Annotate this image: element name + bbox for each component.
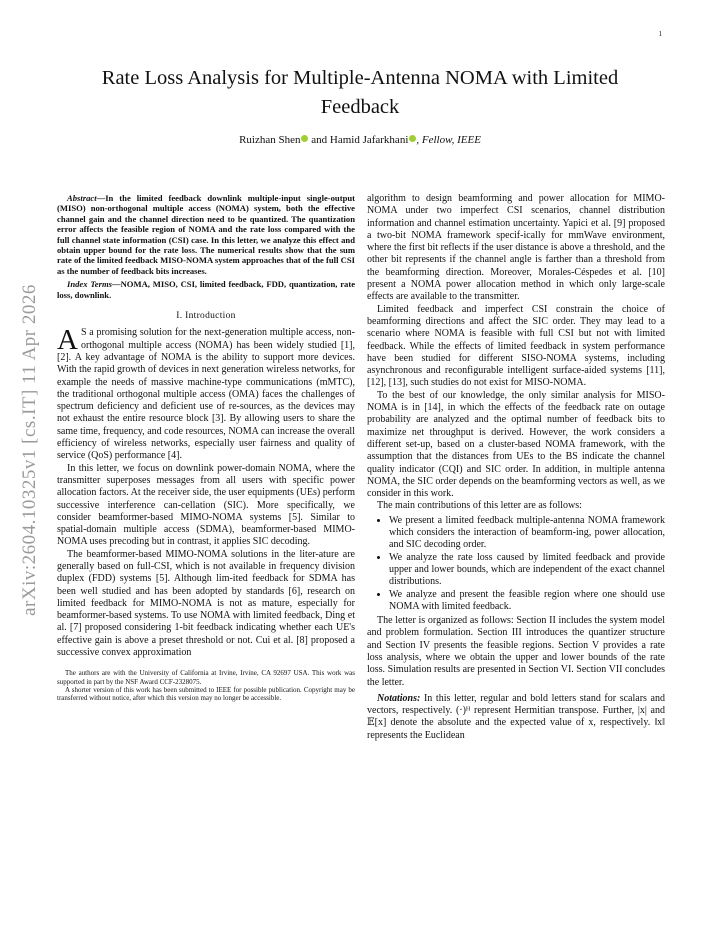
author-name: Ruizhan Shen bbox=[239, 134, 301, 146]
author-title: , Fellow, IEEE bbox=[416, 134, 481, 146]
drop-cap: A bbox=[57, 324, 78, 357]
notations-label: Notations: bbox=[377, 692, 421, 704]
author-name: Hamid Jafarkhani bbox=[329, 134, 409, 146]
paragraph: In this letter, we focus on downlink power-domain NOMA, where the transmitter superposes messages from all users with specific power allocation factors. At the receiver side, the user equipments (UEs) perform successive interference can-cellation (SIC). More specifically, we consider beamformer-based MIMO-NOMA systems [5]. Similar to spatial-domain multiple access (SDMA), beamformer-based MIMO-NOMA uses precoding but in contrast, it applies SIC decoding. bbox=[57, 462, 355, 548]
arxiv-identifier: arXiv:2604.10325v1 [cs.IT] 11 Apr 2026 bbox=[19, 284, 40, 616]
footnote-copyright: A shorter version of this work has been submitted to IEEE for possible publication. Copyright may be transferred without notice, after which this version may no longer be accessible. bbox=[57, 685, 355, 703]
paragraph: algorithm to design beamforming and power allocation for MIMO-NOMA under two imperfect CSI scenarios, channel distribution information and channel estimation uncertainty. Yapici et al. [9] proposed a two-bit NOMA framework specif-ically for mmWave environment, where the first bit reflects if the user distance is above a threshold, and the other bit represents if the channel angle is farther than a threshold from the beamforming direction. Moreover, Morales-Céspedes et al. [10] present a NOMA power allocation method in which only large-scale effects are available to the transmitter. bbox=[367, 193, 665, 303]
paragraph: To the best of our knowledge, the only similar analysis for MISO-NOMA is in [14], in which the effects of the feedback rate on outage probability are analyzed and the optimal number of feedback bits to maximize net throughput is derived. However, the work considers a different set-up, based on a cluster-based NOMA framework, with the assumption that the distances from UEs to the BS indicate the channel quality indicator (CQI) and SIC order. In addition, in multiple antenna NOMA, the SIC order depends on the beamforming vectors as well, as we consider in this work. bbox=[367, 389, 665, 500]
notations-paragraph bbox=[367, 693, 665, 742]
paragraph: The letter is organized as follows: Section II includes the system model and problem formulation. Section III introduces the quantizer structure and Section IV presents the feasible regions. Section V provides a rate loss analysis, where we obtain the upper and lower bounds of the rate loss. Simulation results are presented in Section VI. Section VII concludes the letter. bbox=[367, 615, 665, 688]
abstract bbox=[57, 193, 355, 276]
footnote-affiliation: The authors are with the University of California at Irvine, Irvine, CA 92697 USA. This work was supported in part by the NSF Award CCF-2328075. bbox=[57, 669, 355, 686]
index-terms bbox=[57, 279, 355, 300]
page-number: 1 bbox=[658, 30, 662, 38]
paragraph: The beamformer-based MIMO-NOMA solutions in the liter-ature are generally based on full-CSI, which is not available in frequency division duplex (FDD) systems [5]. Although lim-ited feedback for SDMA has been well studied and has been adopted by standards [6], research on limited feedback for MIMO-NOMA is not as mature, especially for beamformer-based systems. To use NOMA with limited feedback, Ding et al. [7] proposed considering 1-bit feedback indicating whether each UE's effective gain is above a preset threshold or not. Cui et al. [8] proposed a successive convex approximation bbox=[57, 548, 355, 659]
paragraph-text: S a promising solution for the next-generation multiple access, non-orthogonal multiple access (NOMA) has been widely studied [1], [2]. A key advantage of NOMA is the ability to support more devices. With the rapid growth of devices in next generation wireless networks, for example the needs of massive machine-type communications (mMTC), the traditional orthogonal multiple access (OMA) faces the challenges of spectrum deficiency and deficient use of re-sources, as the devices may not exhaust the entire resource block [3]. By allowing users to share the same time, frequency, and code resources, NOMA can increase the overall efficiency of wireless networks, especially user fairness and quality of service (QoS) performance [4]. bbox=[57, 327, 355, 462]
list-item: • We present a limited feedback multiple-antenna NOMA framework which considers the interaction of beamform-ing, power allocation, and SIC decoding order. bbox=[389, 515, 665, 552]
arxiv-sidebar bbox=[10, 220, 50, 680]
notations-text: In this letter, regular and bold letters stand for scalars and vectors, respectively. (·)ᴴ represent Hermitian transpose. Further, |x| and 𝔼[x] denote the absolute and the expected value of x, respectively. ‖x‖ represents the Euclidean bbox=[367, 692, 665, 741]
paragraph: The main contributions of this letter are as follows: bbox=[377, 500, 582, 512]
index-terms-text: NOMA, MISO, CSI, limited feedback, FDD, quantization, rate loss, downlink. bbox=[57, 279, 356, 300]
paragraph: Limited feedback and imperfect CSI constrain the choice of beamforming directions and affect the SIC order. They may lead to a scenario where NOMA is feasible with full CSI but not with limited feedback. While the effects of limited feedback in system performance have been studied for different SISO-NOMA systems, including asynchronous and reconfigurable intelligent surface-aided systems [11], [12], [13], such studies do not exist for MISO-NOMA. bbox=[367, 303, 665, 389]
list-item: • We analyze and present the feasible region where one should use NOMA with limited feedback. bbox=[389, 589, 665, 614]
index-terms-label: Index Terms— bbox=[67, 279, 121, 290]
abstract-label: Abstract— bbox=[67, 193, 106, 203]
section-heading: I. Introduction bbox=[176, 311, 236, 322]
author-line bbox=[80, 134, 640, 146]
right-column bbox=[367, 193, 665, 742]
abstract-text: In the limited feedback downlink multiple-input single-output (MISO) non-orthogonal multiple access (NOMA) system, both the effective channel gain and the channel direction need to be quantized. The quantization error affects the feasible region of NOMA and the rate loss compared with the full channel state information (CSI) case. In this letter, we analyze this effect and obtain upper bound for the rate loss. The numerical results show that the sum rate of the limited feedback MISO-NOMA system approaches that of the full CSI as the number of feedback bits increases. bbox=[57, 193, 355, 276]
contribution-list bbox=[367, 515, 665, 613]
left-column bbox=[57, 193, 355, 703]
intro-paragraph bbox=[57, 324, 355, 462]
author-conjunction: and bbox=[308, 134, 330, 146]
footnote bbox=[57, 669, 355, 702]
paper-title: Rate Loss Analysis for Multiple-Antenna NOMA with Limited Feedback bbox=[101, 67, 619, 118]
list-item: • We analyze the rate loss caused by limited feedback and provide upper and lower bounds, which are independent of the exact channel distributions. bbox=[389, 552, 665, 589]
